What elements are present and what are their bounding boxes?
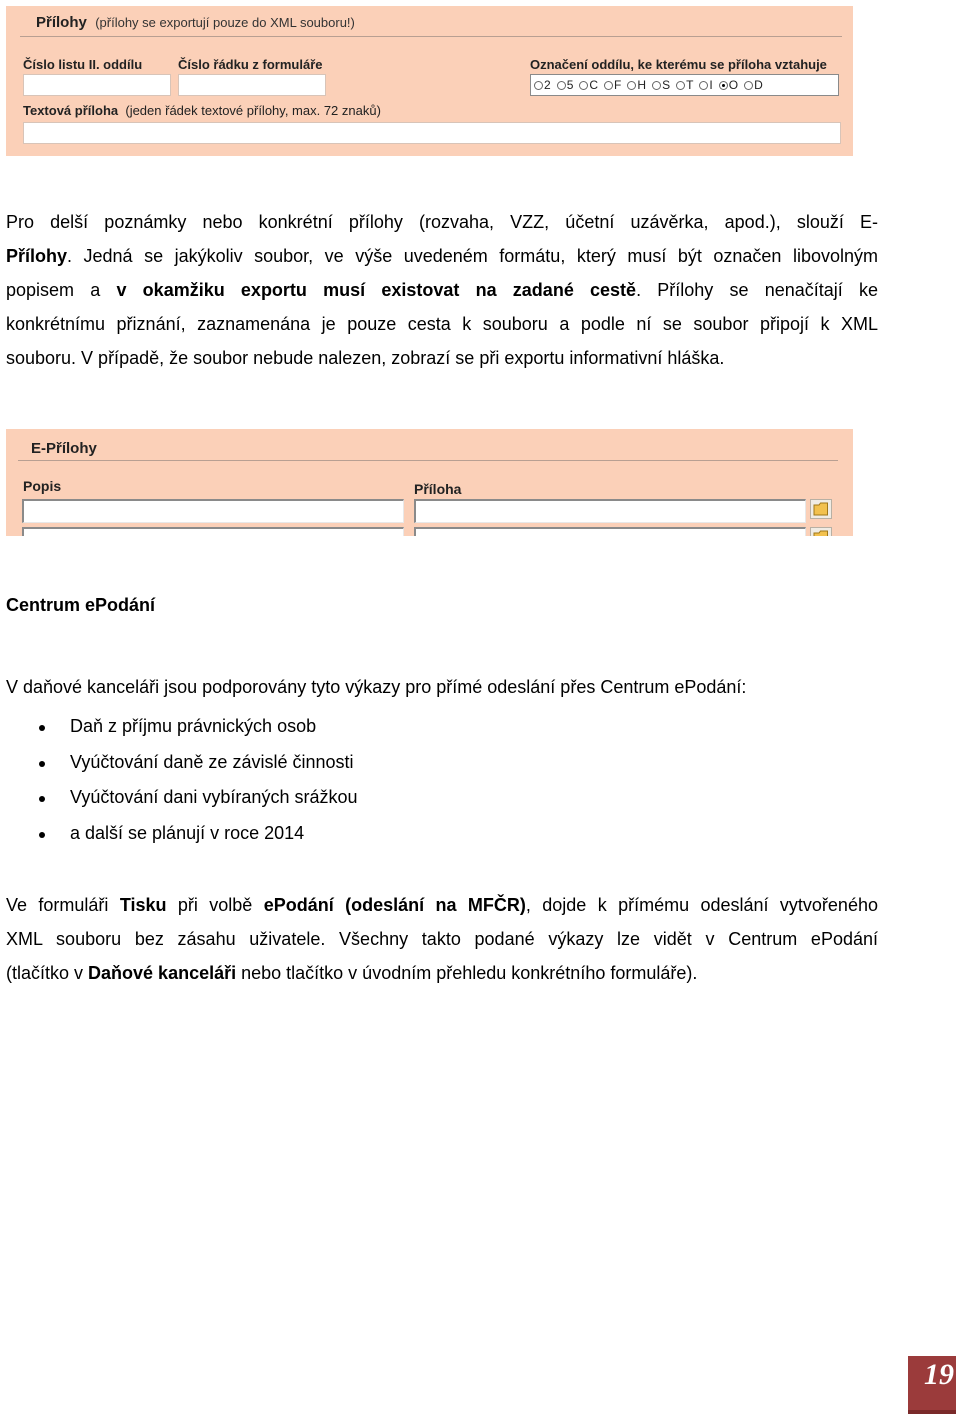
para2-line2: XML souboru bez zásahu uživatele. Všechny takto podané výkazy lze vidět v Centrum ePodání: [6, 929, 878, 949]
radio-option-2[interactable]: [534, 78, 551, 92]
radio-option-C[interactable]: [579, 78, 598, 92]
para2-line3: (tlačítko v Daňové kanceláři nebo tlačítko v úvodním přehledu konkrétního formuláře).: [6, 963, 698, 983]
radio-circle[interactable]: [534, 81, 543, 90]
browse-folder-button-2[interactable]: [810, 527, 832, 536]
page-number-base: [908, 1410, 956, 1414]
page-number: 19: [924, 1358, 954, 1391]
prilohy-panel: [6, 6, 853, 156]
popis-input-2[interactable]: [22, 527, 404, 536]
radio-circle[interactable]: [579, 81, 588, 90]
cislo-radku-input[interactable]: [178, 74, 326, 96]
oddil-radio-group[interactable]: [530, 74, 839, 96]
radio-option-F[interactable]: [604, 78, 621, 92]
priloha-input-2[interactable]: [414, 527, 806, 536]
eprilohy-panel: [6, 429, 853, 536]
list-item: Vyúčtování dani vybíraných srážkou: [0, 780, 357, 816]
list-item: a další se plánují v roce 2014: [0, 816, 357, 852]
textova-priloha-label: Textová příloha (jeden řádek textové přílohy, max. 72 znaků): [23, 103, 381, 118]
para1-line1: Pro delší poznámky nebo konkrétní přílohy (rozvaha, VZZ, účetní uzávěrka, apod.), slouží E-: [6, 212, 878, 232]
radio-circle[interactable]: [652, 81, 661, 90]
list-item: Vyúčtování daně ze závislé činnosti: [0, 745, 357, 781]
radio-option-label: O: [728, 78, 739, 92]
cislo-listu-input[interactable]: [23, 74, 171, 96]
popis-input[interactable]: [22, 499, 404, 523]
radio-option-label: H: [637, 78, 647, 92]
textova-priloha-input[interactable]: [23, 122, 841, 144]
prilohy-title: Přílohy (přílohy se exportují pouze do XML souboru!): [36, 14, 355, 31]
list-item: Daň z příjmu právnických osob: [0, 709, 357, 745]
folder-icon: [813, 502, 829, 516]
radio-option-I[interactable]: [699, 78, 712, 92]
para1-line2: Přílohy. Jedná se jakýkoliv soubor, ve výše uvedeném formátu, který musí být označen libovolným: [6, 246, 878, 266]
radio-option-label: 2: [544, 78, 551, 92]
prilohy-divider: [20, 36, 842, 37]
popis-label: Popis: [23, 478, 62, 494]
oznaceni-label: Označení oddílu, ke kterému se příloha vztahuje: [530, 57, 827, 72]
para2-line1: Ve formuláři Tisku při volbě ePodání (odeslání na MFČR), dojde k přímému odeslání vytvořeného: [6, 895, 878, 915]
epodani-description: [6, 888, 878, 990]
radio-circle[interactable]: [699, 81, 708, 90]
prilohy-title-note: (přílohy se exportují pouze do XML souboru!): [95, 15, 355, 30]
eprilohy-title: E-Přílohy: [31, 440, 97, 457]
priloha-input[interactable]: [414, 499, 806, 523]
radio-option-H[interactable]: [627, 78, 646, 92]
radio-option-O[interactable]: [719, 78, 738, 92]
radio-circle[interactable]: [744, 81, 753, 90]
radio-circle[interactable]: [627, 81, 636, 90]
radio-option-label: 5: [566, 78, 574, 92]
cislo-radku-label: Číslo řádku z formuláře: [178, 57, 323, 72]
radio-option-5[interactable]: [557, 78, 574, 92]
eprilohy-divider: [18, 460, 838, 461]
section-heading: Centrum ePodání: [6, 595, 156, 615]
radio-circle[interactable]: [604, 81, 613, 90]
page-number-badge: [908, 1356, 956, 1414]
radio-option-label: C: [589, 78, 599, 92]
priloha-label: Příloha: [414, 481, 462, 497]
radio-circle[interactable]: [719, 81, 728, 90]
radio-circle[interactable]: [557, 81, 566, 90]
radio-option-T[interactable]: [676, 78, 693, 92]
radio-option-label: F: [614, 78, 622, 92]
para1-line4: konkrétnímu přiznání, zaznamenána je pouze cesta k souboru a podle ní se soubor připojí k XML: [6, 314, 878, 334]
radio-option-D[interactable]: [744, 78, 763, 92]
textova-priloha-note: (jeden řádek textové přílohy, max. 72 znaků): [125, 103, 381, 118]
para1-line3: popisem a v okamžiku exportu musí existovat na zadané cestě. Přílohy se nenačítají ke: [6, 280, 878, 300]
bullet-list: [0, 709, 357, 851]
radio-option-label: S: [662, 78, 671, 92]
intro-text: V daňové kanceláři jsou podporovány tyto výkazy pro přímé odeslání přes Centrum ePodání:: [6, 677, 747, 697]
radio-option-label: D: [754, 78, 763, 92]
radio-circle[interactable]: [676, 81, 685, 90]
para1-line5: souboru. V případě, že soubor nebude nalezen, zobrazí se při exportu informativní hláška.: [6, 348, 725, 368]
radio-option-label: T: [686, 78, 694, 92]
eprilohy-description: [6, 205, 878, 375]
browse-folder-button[interactable]: [810, 499, 832, 519]
radio-option-S[interactable]: [652, 78, 670, 92]
cislo-listu-label: Číslo listu II. oddílu: [23, 57, 143, 72]
radio-option-label: I: [709, 78, 713, 92]
folder-icon: [813, 530, 829, 536]
